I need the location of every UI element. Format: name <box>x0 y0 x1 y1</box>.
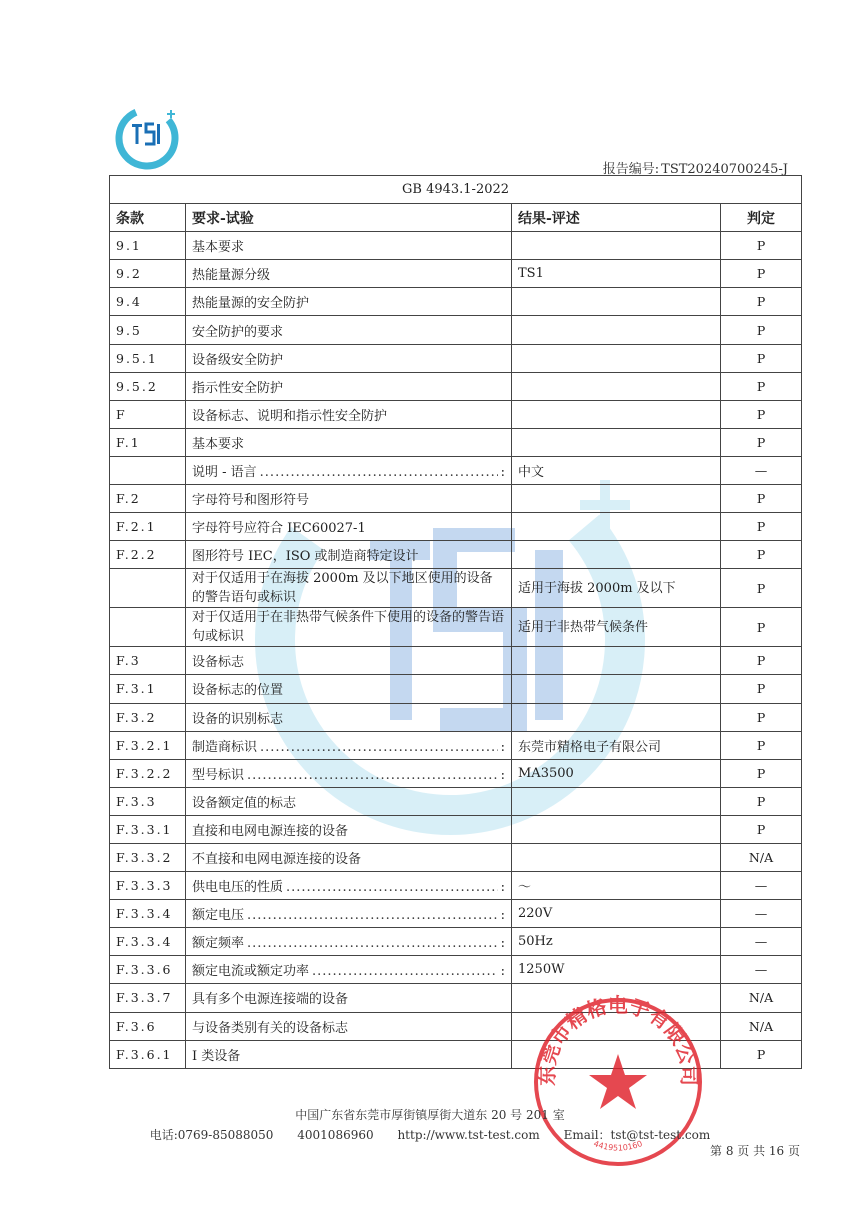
clause-cell: F.3.2 <box>110 703 186 731</box>
table-row <box>110 956 802 984</box>
result-cell <box>512 815 721 843</box>
header-result: 结果-评述 <box>512 204 721 232</box>
result-cell <box>512 344 721 372</box>
clause-cell: 9.5.1 <box>110 344 186 372</box>
result-cell <box>512 316 721 344</box>
result-cell: 适用于海拔 2000m 及以下 <box>512 569 721 608</box>
table-row <box>110 759 802 787</box>
verdict-cell: P <box>721 428 802 456</box>
page-number: 第 8 页 共 16 页 <box>710 1144 800 1158</box>
clause-cell: F.3.3.3 <box>110 872 186 900</box>
result-cell <box>512 400 721 428</box>
verdict-cell: P <box>721 647 802 675</box>
verdict-cell: P <box>721 541 802 569</box>
clause-cell: F.3.3.7 <box>110 984 186 1012</box>
verdict-cell: P <box>721 608 802 647</box>
table-row <box>110 815 802 843</box>
verdict-cell: P <box>721 372 802 400</box>
requirement-cell: 额定频率 ..... : <box>186 928 512 956</box>
verdict-cell: P <box>721 675 802 703</box>
requirement-text: 额定频率 <box>192 936 245 952</box>
requirement-cell: 字母符号和图形符号 <box>186 485 512 513</box>
result-cell <box>512 541 721 569</box>
clause-cell: F.3.1 <box>110 675 186 703</box>
requirement-cell: 说明 - 语言 ..... : <box>186 456 512 484</box>
footer-website[interactable]: http://www.tst-test.com <box>397 1128 540 1142</box>
company-seal <box>528 992 708 1172</box>
requirement-cell: 供电电压的性质 ..... : <box>186 872 512 900</box>
table-row <box>110 260 802 288</box>
table-row <box>110 428 802 456</box>
requirement-cell: 设备级安全防护 <box>186 344 512 372</box>
verdict-cell: P <box>721 569 802 608</box>
verdict-cell: P <box>721 485 802 513</box>
result-cell <box>512 288 721 316</box>
result-cell: MA3500 <box>512 759 721 787</box>
requirement-text: 供电电压的性质 <box>192 880 284 896</box>
table-row <box>110 731 802 759</box>
verdict-cell: P <box>721 260 802 288</box>
verdict-cell: — <box>721 456 802 484</box>
requirement-cell: 制造商标识 ..... : <box>186 731 512 759</box>
verdict-cell: N/A <box>721 1012 802 1040</box>
verdict-cell: N/A <box>721 843 802 871</box>
standard-row <box>110 176 802 204</box>
result-cell: TS1 <box>512 260 721 288</box>
clause-cell: 9.2 <box>110 260 186 288</box>
table-row <box>110 456 802 484</box>
verdict-cell: — <box>721 872 802 900</box>
clause-cell: 9.5 <box>110 316 186 344</box>
requirement-cell: 基本要求 <box>186 232 512 260</box>
requirement-cell: 设备额定值的标志 <box>186 787 512 815</box>
footer-address: 中国广东省东莞市厚街镇厚街大道东 20 号 201 室 <box>295 1108 565 1122</box>
header-clause: 条款 <box>110 204 186 232</box>
requirement-cell: 对于仅适用于在非热带气候条件下使用的设备的警告语句或标识 <box>186 608 512 647</box>
verdict-cell: — <box>721 956 802 984</box>
requirement-cell: 直接和电网电源连接的设备 <box>186 815 512 843</box>
table-row <box>110 608 802 647</box>
clause-cell: F.3.2.1 <box>110 731 186 759</box>
header-requirement: 要求-试验 <box>186 204 512 232</box>
footer-hotline: 4001086960 <box>297 1128 374 1142</box>
table-row <box>110 928 802 956</box>
result-cell: 适用于非热带气候条件 <box>512 608 721 647</box>
seal-text: 东莞市精格电子有限公司 <box>534 993 702 1086</box>
verdict-cell: P <box>721 787 802 815</box>
requirement-cell: 额定电流或额定功率 ..... : <box>186 956 512 984</box>
report-number-value: TST20240700245-J <box>661 162 788 177</box>
verdict-cell: N/A <box>721 984 802 1012</box>
result-cell <box>512 843 721 871</box>
table-row <box>110 400 802 428</box>
result-cell: 1250W <box>512 956 721 984</box>
result-cell <box>512 675 721 703</box>
verdict-cell: P <box>721 815 802 843</box>
verdict-cell: P <box>721 1040 802 1068</box>
header-verdict: 判定 <box>721 204 802 232</box>
requirement-cell: 设备的识别标志 <box>186 703 512 731</box>
requirement-text: 额定电流或额定功率 <box>192 964 310 980</box>
verdict-cell: P <box>721 703 802 731</box>
table-row <box>110 872 802 900</box>
requirement-cell: 对于仅适用于在海拔 2000m 及以下地区使用的设备的警告语句或标识 <box>186 569 512 608</box>
requirement-cell: 具有多个电源连接端的设备 <box>186 984 512 1012</box>
result-cell: ～ <box>512 872 721 900</box>
clause-cell: F.3 <box>110 647 186 675</box>
table-row <box>110 703 802 731</box>
table-row <box>110 541 802 569</box>
result-cell: 220V <box>512 900 721 928</box>
result-cell: 50Hz <box>512 928 721 956</box>
result-cell <box>512 703 721 731</box>
table-row <box>110 787 802 815</box>
verdict-cell: P <box>721 513 802 541</box>
requirement-cell: 基本要求 <box>186 428 512 456</box>
result-cell: 东莞市精格电子有限公司 <box>512 731 721 759</box>
verdict-cell: P <box>721 288 802 316</box>
clause-cell: F.3.3.1 <box>110 815 186 843</box>
requirement-cell: 安全防护的要求 <box>186 316 512 344</box>
requirement-cell: 不直接和电网电源连接的设备 <box>186 843 512 871</box>
verdict-cell: P <box>721 344 802 372</box>
table-row <box>110 513 802 541</box>
requirement-cell: 设备标志 <box>186 647 512 675</box>
requirement-cell: I 类设备 <box>186 1040 512 1068</box>
requirement-text: 型号标识 <box>192 767 245 783</box>
standard-title: GB 4943.1-2022 <box>110 176 802 204</box>
requirement-cell: 字母符号应符合 IEC60027-1 <box>186 513 512 541</box>
requirement-cell: 热能量源的安全防护 <box>186 288 512 316</box>
clause-cell: F.3.6.1 <box>110 1040 186 1068</box>
table-row <box>110 647 802 675</box>
result-cell <box>512 232 721 260</box>
table-row <box>110 485 802 513</box>
requirement-text: 说明 - 语言 <box>192 464 257 480</box>
requirement-cell: 与设备类别有关的设备标志 <box>186 1012 512 1040</box>
verdict-cell: — <box>721 928 802 956</box>
table-row <box>110 569 802 608</box>
clause-cell: 9.4 <box>110 288 186 316</box>
table-row <box>110 316 802 344</box>
result-cell <box>512 428 721 456</box>
result-cell <box>512 485 721 513</box>
clause-cell: F.3.3.6 <box>110 956 186 984</box>
table-row <box>110 843 802 871</box>
verdict-cell: P <box>721 759 802 787</box>
clause-cell: F.1 <box>110 428 186 456</box>
clause-cell <box>110 569 186 608</box>
clause-cell: F.2 <box>110 485 186 513</box>
verdict-cell: P <box>721 400 802 428</box>
footer-contact <box>0 1126 860 1143</box>
clause-cell: F.3.2.2 <box>110 759 186 787</box>
clause-cell: F.3.3.4 <box>110 900 186 928</box>
result-cell <box>512 513 721 541</box>
header-row <box>110 204 802 232</box>
requirement-cell: 型号标识 ..... : <box>186 759 512 787</box>
requirement-text: 额定电压 <box>192 908 245 924</box>
clause-cell: F.3.3.2 <box>110 843 186 871</box>
table-row <box>110 675 802 703</box>
table-row <box>110 288 802 316</box>
requirement-cell: 热能量源分级 <box>186 260 512 288</box>
report-number-label: 报告编号: <box>602 162 660 177</box>
company-logo <box>114 100 184 170</box>
table-row <box>110 900 802 928</box>
seal-number: 4419510160 <box>592 1139 644 1153</box>
clause-cell: 9.1 <box>110 232 186 260</box>
verdict-cell: — <box>721 900 802 928</box>
footer-email[interactable]: Email：tst@tst-test.com <box>563 1128 711 1142</box>
verdict-cell: P <box>721 232 802 260</box>
result-cell <box>512 647 721 675</box>
result-cell <box>512 372 721 400</box>
verdict-cell: P <box>721 316 802 344</box>
table-row <box>110 372 802 400</box>
requirement-cell: 设备标志的位置 <box>186 675 512 703</box>
clause-cell: F <box>110 400 186 428</box>
requirement-cell: 额定电压 ..... : <box>186 900 512 928</box>
clause-cell <box>110 608 186 647</box>
result-cell: 中文 <box>512 456 721 484</box>
clause-cell: 9.5.2 <box>110 372 186 400</box>
table-row <box>110 344 802 372</box>
clause-cell: F.3.6 <box>110 1012 186 1040</box>
clause-cell: F.3.3.4 <box>110 928 186 956</box>
clause-cell: F.2.1 <box>110 513 186 541</box>
requirement-cell: 设备标志、说明和指示性安全防护 <box>186 400 512 428</box>
requirement-cell: 指示性安全防护 <box>186 372 512 400</box>
table-row <box>110 232 802 260</box>
verdict-cell: P <box>721 731 802 759</box>
requirement-cell: 图形符号 IEC，ISO 或制造商特定设计 <box>186 541 512 569</box>
footer-phone: 电话:0769-85088050 <box>149 1128 274 1142</box>
clause-cell: F.2.2 <box>110 541 186 569</box>
requirement-text: 制造商标识 <box>192 739 258 755</box>
test-results-table <box>109 175 802 1069</box>
result-cell <box>512 787 721 815</box>
clause-cell: F.3.3 <box>110 787 186 815</box>
clause-cell <box>110 456 186 484</box>
